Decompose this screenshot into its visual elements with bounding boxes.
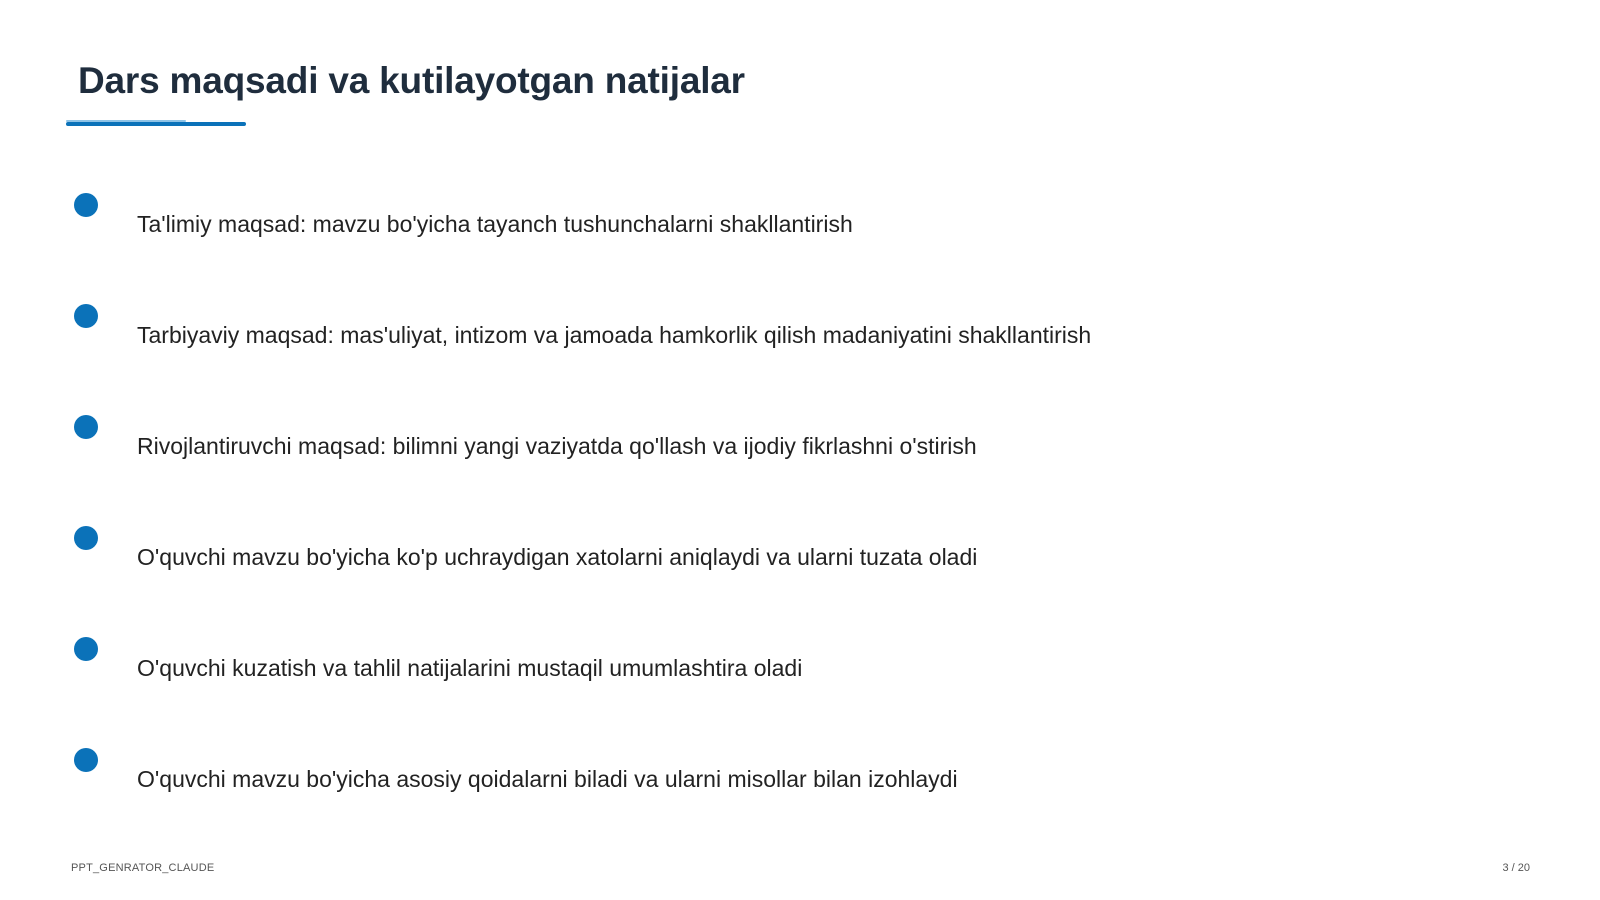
bullet-dot-icon xyxy=(74,304,98,328)
slide-title: Dars maqsadi va kutilayotgan natijalar xyxy=(78,60,745,101)
bullet-text: O'quvchi kuzatish va tahlil natijalarini mustaqil umumlashtira oladi xyxy=(137,655,803,681)
bullet-text: Ta'limiy maqsad: mavzu bo'yicha tayanch tushunchalarni shakllantirish xyxy=(137,211,853,237)
bullet-text: Tarbiyaviy maqsad: mas'uliyat, intizom va jamoada hamkorlik qilish madaniyatini shakllantirish xyxy=(137,322,1092,348)
list-item xyxy=(0,193,1600,273)
bullet-text: O'quvchi mavzu bo'yicha ko'p uchraydigan xatolarni aniqlaydi va ularni tuzata oladi xyxy=(137,544,978,570)
bullet-text: Rivojlantiruvchi maqsad: bilimni yangi vaziyatda qo'llash va ijodiy fikrlashni o'stirish xyxy=(137,433,977,459)
bullet-dot-icon xyxy=(74,526,98,550)
list-item xyxy=(0,637,1600,717)
bullet-text: O'quvchi mavzu bo'yicha asosiy qoidalarni biladi va ularni misollar bilan izohlaydi xyxy=(137,766,958,792)
page-number: 3 / 20 xyxy=(1502,862,1530,874)
footer-label: PPT_GENRATOR_CLAUDE xyxy=(71,862,215,874)
list-item xyxy=(0,415,1600,495)
bullet-dot-icon xyxy=(74,637,98,661)
bullet-dot-icon xyxy=(74,748,98,772)
list-item xyxy=(0,748,1600,828)
bullet-dot-icon xyxy=(74,193,98,217)
list-item xyxy=(0,304,1600,384)
bullet-dot-icon xyxy=(74,415,98,439)
list-item xyxy=(0,526,1600,606)
